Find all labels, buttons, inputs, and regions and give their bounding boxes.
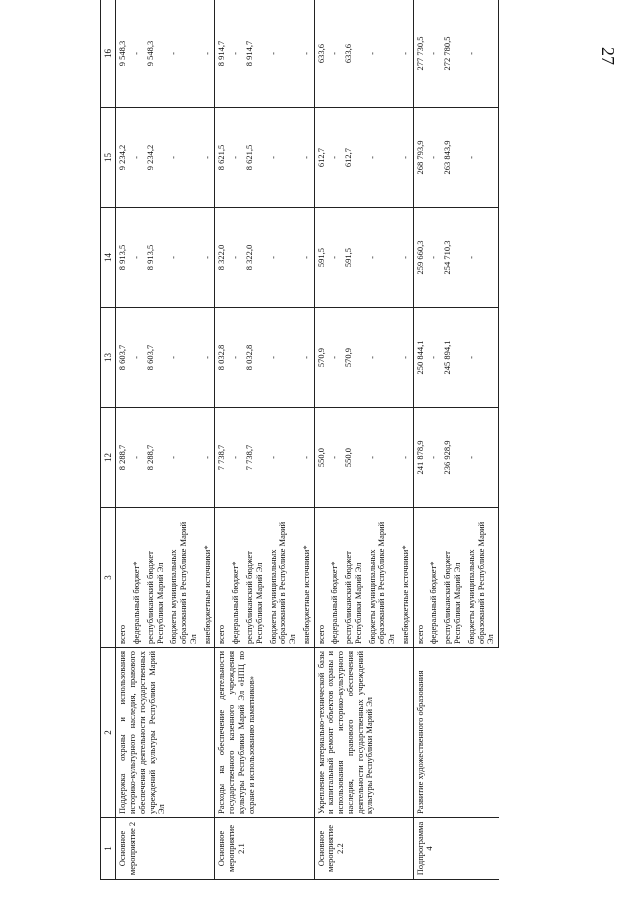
- amount-cell: -: [366, 108, 399, 208]
- amount-cell: -: [229, 0, 243, 108]
- header-col-16: 16: [101, 0, 116, 108]
- amount-cell: -: [465, 208, 499, 308]
- amount-cell: -: [300, 208, 314, 308]
- funding-source-label: всего: [413, 508, 427, 648]
- amount-cell: -: [229, 308, 243, 408]
- amount-cell: 8 322,0: [215, 208, 229, 308]
- item-name: Расходы на обеспечение деятельности государственного казенного учреждения культуры Республики Марий Эл «НПЦ по охране и использованию памятников»: [215, 648, 314, 818]
- funding-source-label: федеральный бюджет*: [328, 508, 342, 648]
- amount-cell: -: [300, 0, 314, 108]
- table-row: [314, 0, 328, 880]
- amount-cell: 570,9: [314, 308, 328, 408]
- amount-cell: -: [229, 208, 243, 308]
- amount-cell: -: [465, 108, 499, 208]
- funding-source-label: внебюджетные источники*: [399, 508, 413, 648]
- amount-cell: 550,0: [342, 408, 366, 508]
- amount-cell: -: [399, 0, 413, 108]
- amount-cell: -: [201, 208, 215, 308]
- funding-source-label: внебюджетные источники*: [201, 508, 215, 648]
- amount-cell: 7 738,7: [215, 408, 229, 508]
- funding-source-label: федеральный бюджет*: [229, 508, 243, 648]
- rotated-page-content: [100, 0, 620, 880]
- amount-cell: -: [328, 308, 342, 408]
- amount-cell: -: [399, 308, 413, 408]
- budget-table: [100, 0, 499, 880]
- amount-cell: 8 914,7: [215, 0, 229, 108]
- item-name: Развитие художественного образования: [413, 648, 498, 818]
- header-col-13: 13: [101, 308, 116, 408]
- amount-cell: 8 032,8: [243, 308, 267, 408]
- amount-cell: 8 288,7: [116, 408, 130, 508]
- funding-source-label: всего: [116, 508, 130, 648]
- amount-cell: -: [267, 308, 300, 408]
- funding-source-label: всего: [314, 508, 328, 648]
- amount-cell: -: [201, 308, 215, 408]
- funding-source-label: республиканский бюджет Республики Марий Эл: [441, 508, 465, 648]
- item-code: Основное мероприятие 2.1: [215, 818, 314, 880]
- amount-cell: 7 738,7: [243, 408, 267, 508]
- amount-cell: 612,7: [342, 108, 366, 208]
- amount-cell: -: [201, 408, 215, 508]
- funding-source-label: федеральный бюджет*: [130, 508, 144, 648]
- funding-source-label: федеральный бюджет*: [427, 508, 441, 648]
- amount-cell: 633,6: [314, 0, 328, 108]
- header-col-1: 1: [101, 818, 116, 880]
- amount-cell: 8 603,7: [144, 308, 168, 408]
- amount-cell: 633,6: [342, 0, 366, 108]
- amount-cell: -: [300, 408, 314, 508]
- amount-cell: -: [427, 408, 441, 508]
- amount-cell: -: [130, 408, 144, 508]
- amount-cell: -: [201, 108, 215, 208]
- amount-cell: -: [167, 0, 200, 108]
- amount-cell: -: [328, 108, 342, 208]
- item-name: Поддержка охраны и использования историко-культурного наследия, правового обеспечения деятельности государственных учреждений культуры Республики Марий Эл: [116, 648, 215, 818]
- amount-cell: 8 621,5: [215, 108, 229, 208]
- amount-cell: -: [130, 0, 144, 108]
- amount-cell: -: [130, 308, 144, 408]
- amount-cell: 8 603,7: [116, 308, 130, 408]
- amount-cell: 268 793,9: [413, 108, 427, 208]
- amount-cell: -: [167, 408, 200, 508]
- funding-source-label: республиканский бюджет Республики Марий Эл: [243, 508, 267, 648]
- header-col-3: 3: [101, 508, 116, 648]
- item-code: Подпрограмма 4: [413, 818, 498, 880]
- amount-cell: -: [366, 208, 399, 308]
- amount-cell: -: [300, 308, 314, 408]
- funding-source-label: бюджеты муниципальных образований в Республике Марий Эл: [267, 508, 300, 648]
- amount-cell: 8 322,0: [243, 208, 267, 308]
- table-row: [215, 0, 229, 880]
- amount-cell: 9 234,2: [116, 108, 130, 208]
- table-row: [413, 0, 427, 880]
- amount-cell: -: [130, 208, 144, 308]
- funding-source-label: республиканский бюджет Республики Марий Эл: [144, 508, 168, 648]
- item-code: Основное мероприятие 2.2: [314, 818, 413, 880]
- amount-cell: 8 621,5: [243, 108, 267, 208]
- amount-cell: -: [465, 308, 499, 408]
- amount-cell: 250 844,1: [413, 308, 427, 408]
- amount-cell: 8 913,5: [116, 208, 130, 308]
- amount-cell: -: [366, 0, 399, 108]
- amount-cell: -: [399, 108, 413, 208]
- funding-source-label: бюджеты муниципальных образований в Республике Марий Эл: [167, 508, 200, 648]
- amount-cell: -: [201, 0, 215, 108]
- header-col-15: 15: [101, 108, 116, 208]
- header-col-12: 12: [101, 408, 116, 508]
- table-row: [116, 0, 130, 880]
- amount-cell: 263 843,9: [441, 108, 465, 208]
- amount-cell: 8 914,7: [243, 0, 267, 108]
- amount-cell: -: [267, 208, 300, 308]
- amount-cell: -: [229, 408, 243, 508]
- funding-source-label: республиканский бюджет Республики Марий Эл: [342, 508, 366, 648]
- amount-cell: -: [427, 0, 441, 108]
- funding-source-label: бюджеты муниципальных образований в Республике Марий Эл: [366, 508, 399, 648]
- amount-cell: 277 730,5: [413, 0, 427, 108]
- amount-cell: 254 710,3: [441, 208, 465, 308]
- amount-cell: -: [328, 408, 342, 508]
- amount-cell: 9 548,3: [116, 0, 130, 108]
- amount-cell: 8 288,7: [144, 408, 168, 508]
- table-body: [116, 0, 499, 880]
- amount-cell: 591,5: [342, 208, 366, 308]
- amount-cell: 612,7: [314, 108, 328, 208]
- amount-cell: -: [366, 308, 399, 408]
- funding-source-label: внебюджетные источники*: [300, 508, 314, 648]
- amount-cell: 9 548,3: [144, 0, 168, 108]
- amount-cell: 245 894,1: [441, 308, 465, 408]
- amount-cell: -: [427, 208, 441, 308]
- amount-cell: -: [167, 108, 200, 208]
- amount-cell: -: [300, 108, 314, 208]
- amount-cell: -: [465, 0, 499, 108]
- amount-cell: 550,0: [314, 408, 328, 508]
- amount-cell: -: [328, 208, 342, 308]
- item-name: Укрепление материально-технической базы и капитальный ремонт объектов охраны и использования историко-культурного наследия, правового обеспечения деятельности государственных учреждений культуры Республики Марий Эл: [314, 648, 413, 818]
- page-number: 27: [598, 47, 618, 65]
- amount-cell: -: [366, 408, 399, 508]
- amount-cell: 570,9: [342, 308, 366, 408]
- amount-cell: -: [399, 408, 413, 508]
- amount-cell: 272 780,5: [441, 0, 465, 108]
- item-code: Основное мероприятие 2: [116, 818, 215, 880]
- amount-cell: -: [427, 108, 441, 208]
- amount-cell: -: [267, 108, 300, 208]
- table-header-row: [101, 0, 116, 880]
- amount-cell: -: [465, 408, 499, 508]
- amount-cell: -: [229, 108, 243, 208]
- amount-cell: -: [267, 0, 300, 108]
- amount-cell: 9 234,2: [144, 108, 168, 208]
- amount-cell: -: [267, 408, 300, 508]
- amount-cell: -: [399, 208, 413, 308]
- amount-cell: 591,5: [314, 208, 328, 308]
- amount-cell: 241 878,9: [413, 408, 427, 508]
- amount-cell: -: [427, 308, 441, 408]
- amount-cell: 259 660,3: [413, 208, 427, 308]
- amount-cell: 236 928,9: [441, 408, 465, 508]
- amount-cell: -: [167, 308, 200, 408]
- amount-cell: 8 913,5: [144, 208, 168, 308]
- amount-cell: 8 032,8: [215, 308, 229, 408]
- amount-cell: -: [167, 208, 200, 308]
- header-col-2: 2: [101, 648, 116, 818]
- funding-source-label: всего: [215, 508, 229, 648]
- funding-source-label: бюджеты муниципальных образований в Республике Марий Эл: [465, 508, 499, 648]
- header-col-14: 14: [101, 208, 116, 308]
- amount-cell: -: [130, 108, 144, 208]
- amount-cell: -: [328, 0, 342, 108]
